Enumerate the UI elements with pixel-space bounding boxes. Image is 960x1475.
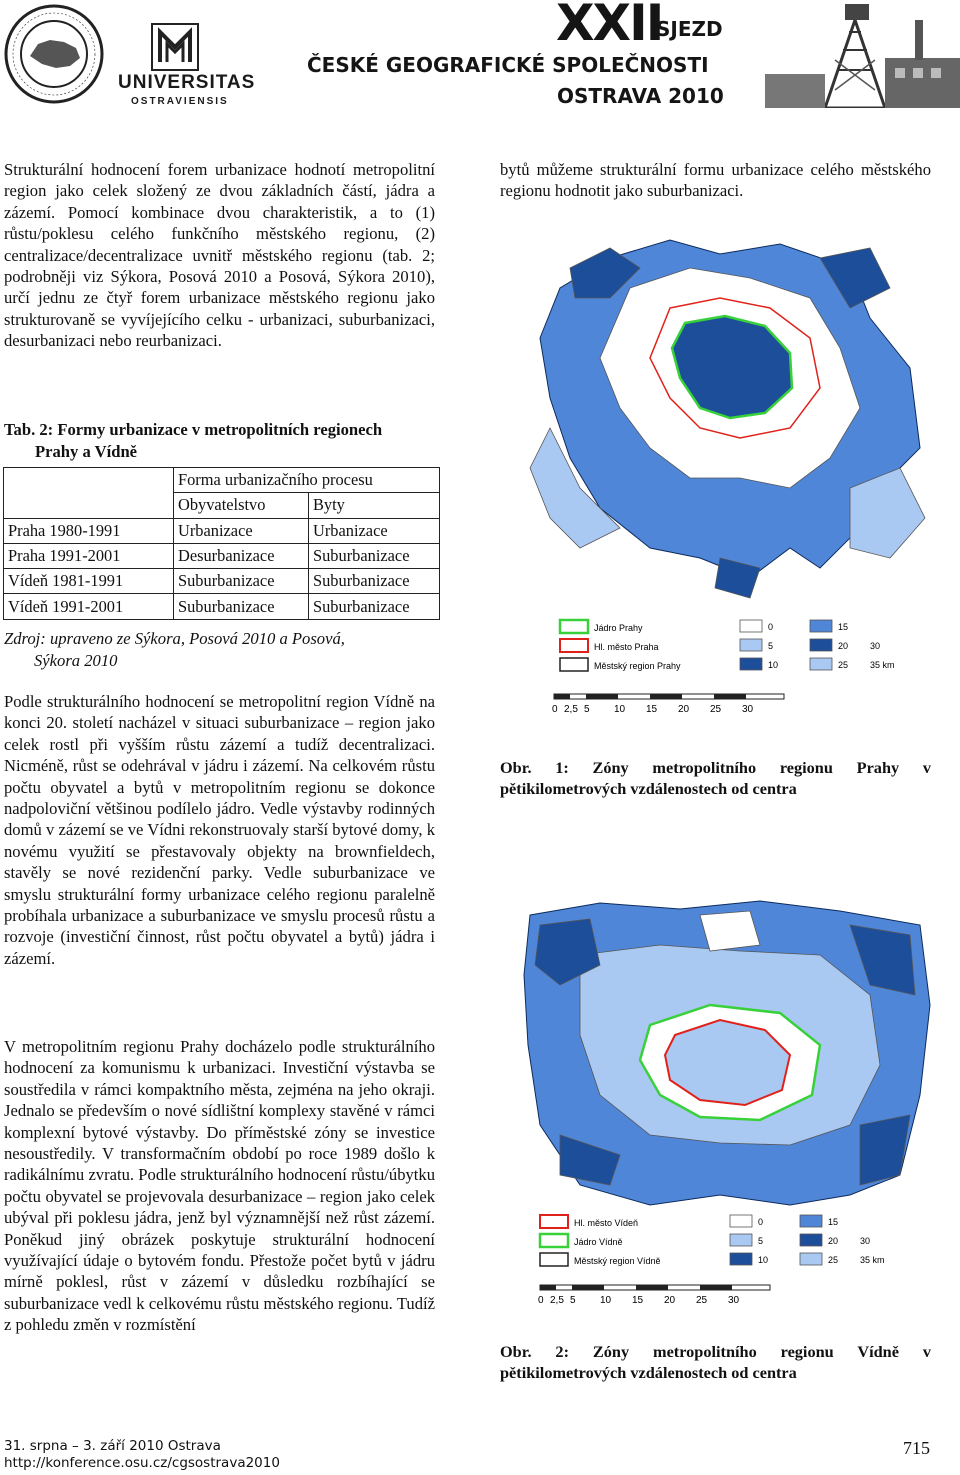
scale-label: 15	[632, 1295, 644, 1306]
scale-label: 20	[678, 704, 690, 715]
scale-label: 5	[584, 704, 590, 715]
table-cell: Urbanizace	[174, 518, 309, 543]
scale-label: 25	[696, 1295, 708, 1306]
university-subtitle: OSTRAVIENSIS	[131, 96, 229, 107]
table-row	[4, 569, 440, 594]
table-cell: Suburbanizace	[309, 594, 440, 619]
congress-word: SJEZD	[656, 17, 723, 41]
legend-swatch-zone	[730, 1234, 752, 1246]
table-source	[4, 628, 435, 671]
footer-dates: 31. srpna – 3. září 2010 Ostrava	[4, 1438, 221, 1454]
prague-map-scalebar	[552, 694, 784, 715]
legend-class-label: 0	[768, 622, 774, 632]
table-cell: Praha 1991-2001	[4, 543, 174, 568]
table-corner-cell	[4, 468, 174, 519]
legend-swatch-zone	[800, 1215, 822, 1227]
legend-core-label: Jádro Vídně	[574, 1237, 623, 1247]
legend-class-label: 20	[828, 1236, 839, 1246]
legend-class-label: 15	[828, 1217, 839, 1227]
paragraph-prague: V metropolitním regionu Prahy docházelo podle strukturálního hodnocení za komunismu k urbanizaci. Investiční výstavba se soustředila v rámci kompaktního města, zejména na jeho okraji. Jednalo se především o nové sídlištní komplexy stavěné v rámci komplexní bytové výstavby. Do příměstské zóny se investice nesoustředily. V transformačním období po roce 1989 došlo k radikálnímu zvratu. Podle strukturálního hodnocení růstu/úbytku počtu obyvatel se projevovala desurbanizace – region jako celek ubýval při poklesu jádra, jenž byl významnější než růst zázemí. Poněkud jiný obrázek poskytuje strukturální hodnocení využívající údaje o bytovém fondu. Přestože počet bytů v jádru mírně poklesl, růst v zázemí v důsledku rozbíhající se suburbanizace vedl k celkovému růstu městského regionu. Tudíž z pohledu změn v rozmístění	[4, 1037, 435, 1335]
scale-label: 25	[710, 704, 722, 715]
legend-class-label: 35 km	[860, 1255, 885, 1265]
scale-label: 15	[646, 704, 658, 715]
table-source-line2: Sýkora 2010	[34, 650, 118, 670]
vienna-map-zones	[524, 901, 930, 1205]
scale-label: 0	[538, 1295, 544, 1306]
legend-class-label: 30	[860, 1236, 871, 1246]
figure-caption-vienna: Obr. 2: Zóny metropolitního regionu Vídně v pětikilometrových vzdálenostech od centra	[500, 1342, 931, 1382]
legend-city-label: Hl. město Praha	[594, 642, 659, 652]
table-cell: Vídeň 1981-1991	[4, 569, 174, 594]
legend-class-label: 30	[870, 641, 881, 651]
legend-swatch-zone	[730, 1253, 752, 1265]
legend-swatch-zone	[740, 658, 762, 670]
prague-map-zones	[530, 240, 925, 598]
table-cell: Urbanizace	[309, 518, 440, 543]
table-cell: Praha 1980-1991	[4, 518, 174, 543]
legend-class-label: 10	[768, 660, 779, 670]
footer-url-link[interactable]: http://konference.osu.cz/cgsostrava2010	[4, 1455, 280, 1471]
table-caption-line2: Prahy a Vídně	[35, 441, 138, 461]
scale-label: 5	[570, 1295, 576, 1306]
congress-place: OSTRAVA 2010	[557, 84, 724, 108]
legend-swatch-zone	[810, 620, 832, 632]
scale-label: 2,5	[550, 1295, 564, 1306]
legend-swatch-region	[540, 1253, 568, 1266]
table-source-line1: Zdroj: upraveno ze Sýkora, Posová 2010 a Posová,	[4, 629, 345, 648]
urbanization-table	[3, 467, 440, 620]
paragraph-structural-evaluation: Strukturální hodnocení forem urbanizace hodnotí metropolitní region jako celek složený ze dvou základních částí, jádra a zázemí. Pomocí kombinace dvou charakteristik, a to (1) růstu/poklesu celého funkčního městského regionu, (2) centralizace/decentralizace uvnitř městského regionu (tab. 2; podrobněji viz Sýkora, Posová 2010 a Posová, Sýkora 2010), určí jednu ze čtyř forem urbanizace městského regionu jako strukturovaně se vyvíjejícího celku - urbanizaci, suburbanizaci, desurbanizaci nebo reurbanizaci.	[4, 160, 435, 351]
scale-label: 10	[614, 704, 626, 715]
society-seal-logo	[4, 4, 104, 104]
legend-swatch-core	[560, 620, 588, 633]
paragraph-continuation: bytů můžeme strukturální formu urbanizace celého městského regionu hodnotit jako suburbanizaci.	[500, 160, 931, 201]
legend-class-label: 35 km	[870, 660, 895, 670]
legend-swatch-zone	[740, 639, 762, 651]
page-number: 715	[903, 1438, 930, 1458]
table-caption-line1: Tab. 2: Formy urbanizace v metropolitních regionech	[4, 420, 383, 439]
table-cell: Desurbanizace	[174, 543, 309, 568]
legend-swatch-city	[540, 1215, 568, 1228]
legend-class-label: 5	[758, 1236, 764, 1246]
table-cell: Suburbanizace	[309, 543, 440, 568]
legend-swatch-zone	[800, 1234, 822, 1246]
table-col-header: Byty	[309, 493, 440, 518]
university-mark-icon	[150, 22, 200, 72]
legend-class-label: 0	[758, 1217, 764, 1227]
congress-number: XXII	[556, 0, 663, 52]
legend-swatch-zone	[810, 658, 832, 670]
congress-title: ČESKÉ GEOGRAFICKÉ SPOLEČNOSTI	[307, 53, 709, 77]
legend-swatch-zone	[810, 639, 832, 651]
scale-label: 0	[552, 704, 558, 715]
legend-swatch-city	[560, 639, 588, 652]
scale-label: 2,5	[564, 704, 578, 715]
legend-swatch-zone	[800, 1253, 822, 1265]
table-group-header: Forma urbanizačního procesu	[174, 468, 440, 493]
scale-label: 30	[728, 1295, 740, 1306]
prague-map-legend	[560, 620, 895, 671]
table-caption	[4, 419, 435, 462]
table-row	[4, 594, 440, 619]
legend-class-label: 10	[758, 1255, 769, 1265]
vienna-map-legend	[540, 1215, 885, 1266]
legend-city-label: Hl. město Vídeň	[574, 1218, 639, 1228]
legend-class-label: 5	[768, 641, 774, 651]
legend-swatch-region	[560, 658, 588, 671]
vienna-zones-map	[520, 895, 940, 1315]
legend-class-label: 25	[828, 1255, 839, 1265]
scale-label: 30	[742, 704, 754, 715]
university-name: UNIVERSITAS	[118, 72, 256, 93]
legend-class-label: 25	[838, 660, 849, 670]
legend-swatch-core	[540, 1234, 568, 1247]
legend-region-label: Městský region Prahy	[594, 661, 681, 671]
prague-zones-map	[520, 228, 940, 718]
figure-caption-prague: Obr. 1: Zóny metropolitního regionu Prahy v pětikilometrových vzdálenostech od centra	[500, 758, 931, 798]
legend-swatch-zone	[730, 1215, 752, 1227]
table-cell: Suburbanizace	[309, 569, 440, 594]
table-cell: Suburbanizace	[174, 569, 309, 594]
legend-swatch-zone	[740, 620, 762, 632]
legend-region-label: Městský region Vídně	[574, 1256, 661, 1266]
legend-class-label: 15	[838, 622, 849, 632]
table-row	[4, 543, 440, 568]
table-cell: Vídeň 1991-2001	[4, 594, 174, 619]
mine-tower-photo	[745, 0, 960, 108]
legend-class-label: 20	[838, 641, 849, 651]
scale-label: 20	[664, 1295, 676, 1306]
paragraph-vienna: Podle strukturálního hodnocení se metropolitní region Vídně na konci 20. století nacházel v situaci suburbanizace – region jako celek rostl při vyšším růstu zázemí a tudíž decentralizaci. Nicméně, růst se odehrával v jádru i zázemí. Na celkovém růstu počtu obyvatel a bytů v metropolitním regionu se dokonce nadpoloviční většinou podílelo jádro. Vedle výstavby rodinných domů v zázemí se ve Vídni rekonstruovaly starší bytové domy, k novému využití se přestavovaly objekty na brownfieldech, stavěly se nové rezidenční parky. Vedle suburbanizace ve smyslu strukturální formy urbanizace celého regionu paralelně probíhala urbanizace a suburbanizace ve smyslu procesů růstu a rozvoje (investiční činnost, růst počtu obyvatel a bytů) jádra i zázemí.	[4, 692, 435, 968]
table-row	[4, 518, 440, 543]
table-header-row	[4, 468, 440, 493]
scale-label: 10	[600, 1295, 612, 1306]
table-col-header: Obyvatelstvo	[174, 493, 309, 518]
legend-core-label: Jádro Prahy	[594, 623, 643, 633]
vienna-map-scalebar	[538, 1285, 770, 1306]
table-cell: Suburbanizace	[174, 594, 309, 619]
